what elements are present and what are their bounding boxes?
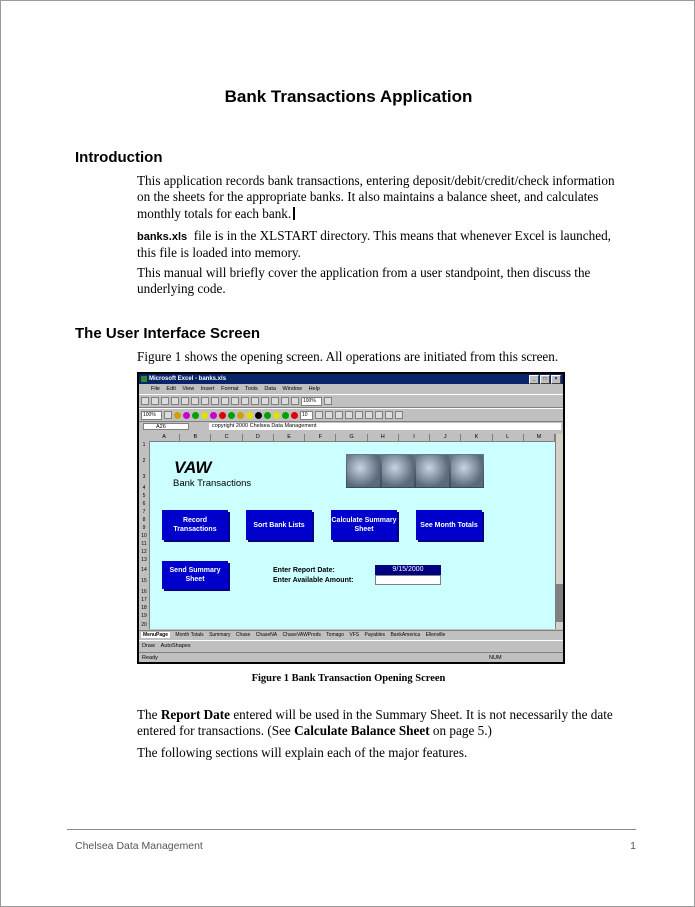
send-summary-sheet-button[interactable]: Send Summary Sheet xyxy=(162,561,228,589)
menu-window[interactable]: Window xyxy=(282,386,303,392)
close-icon[interactable]: × xyxy=(551,375,561,384)
row-header[interactable]: 5 xyxy=(142,493,146,499)
sheet-tab[interactable]: Summary xyxy=(209,632,231,638)
excel-menu-bar xyxy=(139,384,563,394)
text-cursor xyxy=(293,207,295,220)
column-header[interactable]: F xyxy=(305,434,336,441)
fill-color-icon[interactable] xyxy=(385,411,393,419)
menu-format[interactable]: Format xyxy=(221,386,239,392)
row-headers xyxy=(139,441,150,629)
row-header[interactable]: 11 xyxy=(141,541,147,547)
calculate-summary-sheet-button[interactable]: Calculate Summary Sheet xyxy=(331,510,397,540)
row-header[interactable]: 4 xyxy=(142,485,146,491)
intro-paragraph-2-text: file is in the XLSTART directory. This means that whenever Excel is launched, this file is loaded into memory. xyxy=(137,228,611,261)
sheet-tab[interactable]: BankAmerica xyxy=(390,632,421,638)
excel-title-bar xyxy=(139,374,563,384)
available-amount-label: Enter Available Amount: xyxy=(273,577,354,584)
row-header[interactable]: 2 xyxy=(142,458,146,464)
row-header[interactable]: 12 xyxy=(141,549,147,555)
sheet-tab[interactable]: VFS xyxy=(349,632,360,638)
yellow-smiley-icon[interactable] xyxy=(246,412,253,419)
row-header[interactable]: 13 xyxy=(141,557,147,563)
row-header[interactable]: 15 xyxy=(141,578,147,584)
autoshapes-menu[interactable]: AutoShapes xyxy=(160,643,191,649)
magenta-circle-icon[interactable] xyxy=(183,412,190,419)
currency-icon[interactable] xyxy=(355,411,363,419)
row-header[interactable]: 6 xyxy=(142,501,146,507)
column-header[interactable]: I xyxy=(399,434,430,441)
row-header[interactable]: 1 xyxy=(142,442,146,448)
green-circle-icon[interactable] xyxy=(282,412,289,419)
column-headers xyxy=(149,434,555,442)
sort-bank-lists-button[interactable]: Sort Bank Lists xyxy=(246,510,312,540)
text-span: on page 5.) xyxy=(432,723,492,739)
percent-icon[interactable] xyxy=(365,411,373,419)
page-number: 1 xyxy=(630,840,636,852)
red-circle-icon[interactable] xyxy=(219,412,226,419)
sheet-tab[interactable]: Month Totals xyxy=(175,632,204,638)
borders-icon[interactable] xyxy=(375,411,383,419)
status-ready: Ready xyxy=(142,655,158,661)
formula-input[interactable]: copyright 2000 Chelsea Data Management xyxy=(209,423,561,430)
drawing-icon[interactable] xyxy=(291,397,299,405)
vertical-scrollbar[interactable] xyxy=(555,434,564,629)
filename-text: banks.xls xyxy=(137,231,188,243)
report-date-paragraph xyxy=(137,707,617,740)
intro-paragraph-1-text: This application records bank transactions, entering deposit/debit/credit/check information on the sheets for the appropriate banks. It also maintains a balance sheet, and calculates monthly totals for each bank. xyxy=(137,173,615,221)
excel-window-title: Microsoft Excel - banks.xls xyxy=(149,376,227,382)
see-month-totals-button[interactable]: See Month Totals xyxy=(416,510,482,540)
bold-icon[interactable] xyxy=(315,411,323,419)
row-header[interactable]: 18 xyxy=(141,605,147,611)
cut-icon[interactable] xyxy=(191,397,199,405)
intro-paragraph-3: This manual will briefly cover the application from a user standpoint, then discuss the underlying code. xyxy=(137,265,591,297)
ui-intro-paragraph: Figure 1 shows the opening screen. All operations are initiated from this screen. xyxy=(137,349,559,364)
toolbar-icon[interactable] xyxy=(164,411,172,419)
sheet-tab-menupage[interactable]: MenuPage xyxy=(143,632,169,638)
sheet-tab[interactable]: Payables xyxy=(364,632,386,638)
brand-logo-text: VAW xyxy=(174,458,212,477)
yellow-circle-icon[interactable] xyxy=(174,412,181,419)
document-title: Bank Transactions Application xyxy=(224,87,473,106)
sheet-tab[interactable]: Tomago xyxy=(326,632,344,638)
column-header[interactable]: J xyxy=(430,434,461,441)
sort-ascending-icon[interactable] xyxy=(261,397,269,405)
column-header[interactable]: D xyxy=(243,434,274,441)
menu-view[interactable]: View xyxy=(182,386,195,392)
column-header[interactable]: E xyxy=(274,434,305,441)
record-transactions-button[interactable]: Record Transactions xyxy=(162,510,228,540)
zoom-select[interactable]: 100% xyxy=(301,397,322,406)
figure-caption: Figure 1 Bank Transaction Opening Screen xyxy=(251,673,446,684)
excel-app-icon xyxy=(141,376,147,382)
chart-wizard-icon[interactable] xyxy=(281,397,289,405)
intro-paragraph-2 xyxy=(137,228,617,262)
following-sections-paragraph: The following sections will explain each of the major features. xyxy=(137,745,468,760)
worksheet-grid xyxy=(139,434,563,629)
sort-descending-icon[interactable] xyxy=(271,397,279,405)
custom-toolbar xyxy=(139,408,563,422)
menu-data[interactable]: Data xyxy=(264,386,276,392)
report-date-input[interactable]: 9/15/2000 xyxy=(375,565,441,575)
column-header[interactable]: G xyxy=(336,434,367,441)
help-icon[interactable] xyxy=(324,397,332,405)
italic-icon[interactable] xyxy=(325,411,333,419)
yellow-smiley-icon[interactable] xyxy=(201,412,208,419)
font-color-icon[interactable] xyxy=(395,411,403,419)
window-buttons xyxy=(528,375,561,385)
preview-icon[interactable] xyxy=(181,397,189,405)
zoom-select-2[interactable]: 100% xyxy=(141,411,162,420)
black-circle-icon[interactable] xyxy=(255,412,262,419)
redo-icon[interactable] xyxy=(231,397,239,405)
magenta-circle-icon[interactable] xyxy=(210,412,217,419)
sheet-tabs xyxy=(139,630,565,640)
intro-paragraph-1 xyxy=(137,173,617,222)
green-circle-icon[interactable] xyxy=(228,412,235,419)
sheet-tab[interactable]: Chase xyxy=(235,632,251,638)
maximize-icon[interactable]: □ xyxy=(540,375,550,384)
section-heading-user-interface: The User Interface Screen xyxy=(75,325,261,342)
row-header[interactable]: 7 xyxy=(142,509,146,515)
function-icon[interactable] xyxy=(251,397,259,405)
bold-report-date: Report Date xyxy=(160,707,231,722)
text-span: entered will be used in the Summary Sheet. It is not necessarily the date entered for transactions. (See xyxy=(137,707,613,739)
company-logo-image xyxy=(346,454,484,488)
minimize-icon[interactable]: _ xyxy=(529,375,539,384)
sheet-tab[interactable]: ChaseVAWProds xyxy=(282,632,321,638)
scrollbar-thumb[interactable] xyxy=(556,584,564,622)
status-num: NUM xyxy=(489,655,502,661)
align-icon[interactable] xyxy=(345,411,353,419)
menu-tools[interactable]: Tools xyxy=(244,386,258,392)
column-header[interactable]: B xyxy=(180,434,211,441)
menu-help[interactable]: Help xyxy=(308,386,320,392)
menu-edit[interactable]: Edit xyxy=(166,386,176,392)
name-box[interactable]: A26 xyxy=(143,423,189,430)
open-icon[interactable] xyxy=(151,397,159,405)
column-header[interactable]: A xyxy=(149,434,180,441)
section-heading-introduction: Introduction xyxy=(75,149,163,166)
footer-company: Chelsea Data Management xyxy=(75,840,203,852)
row-header[interactable]: 16 xyxy=(141,589,147,595)
text-span: The xyxy=(137,707,158,722)
underline-icon[interactable] xyxy=(335,411,343,419)
row-header[interactable]: 9 xyxy=(142,525,146,531)
new-icon[interactable] xyxy=(141,397,149,405)
sheet-tab[interactable]: Ellenville xyxy=(425,632,446,638)
red-circle-icon[interactable] xyxy=(291,412,298,419)
column-header[interactable]: M xyxy=(524,434,555,441)
yellow-smiley-icon[interactable] xyxy=(273,412,280,419)
row-header[interactable]: 14 xyxy=(141,567,147,573)
undo-icon[interactable] xyxy=(221,397,229,405)
row-header[interactable]: 19 xyxy=(141,613,147,619)
row-header[interactable]: 20 xyxy=(141,622,147,628)
column-header[interactable]: C xyxy=(211,434,242,441)
formula-bar xyxy=(139,422,563,431)
status-bar xyxy=(139,652,565,663)
row-header[interactable]: 8 xyxy=(142,517,146,523)
row-header[interactable]: 10 xyxy=(141,533,147,539)
excel-screenshot-figure xyxy=(137,372,565,664)
column-header[interactable]: H xyxy=(368,434,399,441)
column-header[interactable]: L xyxy=(493,434,524,441)
brand-subtitle: Bank Transactions xyxy=(173,478,252,489)
footer-divider xyxy=(67,829,636,830)
print-icon[interactable] xyxy=(171,397,179,405)
paste-icon[interactable] xyxy=(211,397,219,405)
available-amount-input[interactable] xyxy=(375,575,441,585)
bold-calculate-balance-sheet: Calculate Balance Sheet xyxy=(294,723,430,739)
green-circle-icon[interactable] xyxy=(264,412,271,419)
sheet-tab[interactable]: ChaseNA xyxy=(255,632,278,638)
save-icon[interactable] xyxy=(161,397,169,405)
menu-file[interactable]: File xyxy=(151,386,160,392)
draw-menu[interactable]: Draw xyxy=(142,643,155,649)
yellow-circle-icon[interactable] xyxy=(237,412,244,419)
worksheet-cells[interactable] xyxy=(150,442,555,629)
row-header[interactable]: 3 xyxy=(142,474,146,480)
report-date-label: Enter Report Date: xyxy=(273,567,335,574)
menu-insert[interactable]: Insert xyxy=(200,386,215,392)
green-circle-icon[interactable] xyxy=(192,412,199,419)
autosum-icon[interactable] xyxy=(241,397,249,405)
row-header[interactable]: 17 xyxy=(141,597,147,603)
drawing-toolbar xyxy=(139,640,565,652)
copy-icon[interactable] xyxy=(201,397,209,405)
column-header[interactable]: K xyxy=(461,434,492,441)
font-size-select[interactable]: 10 xyxy=(300,411,313,420)
standard-toolbar xyxy=(139,394,563,408)
